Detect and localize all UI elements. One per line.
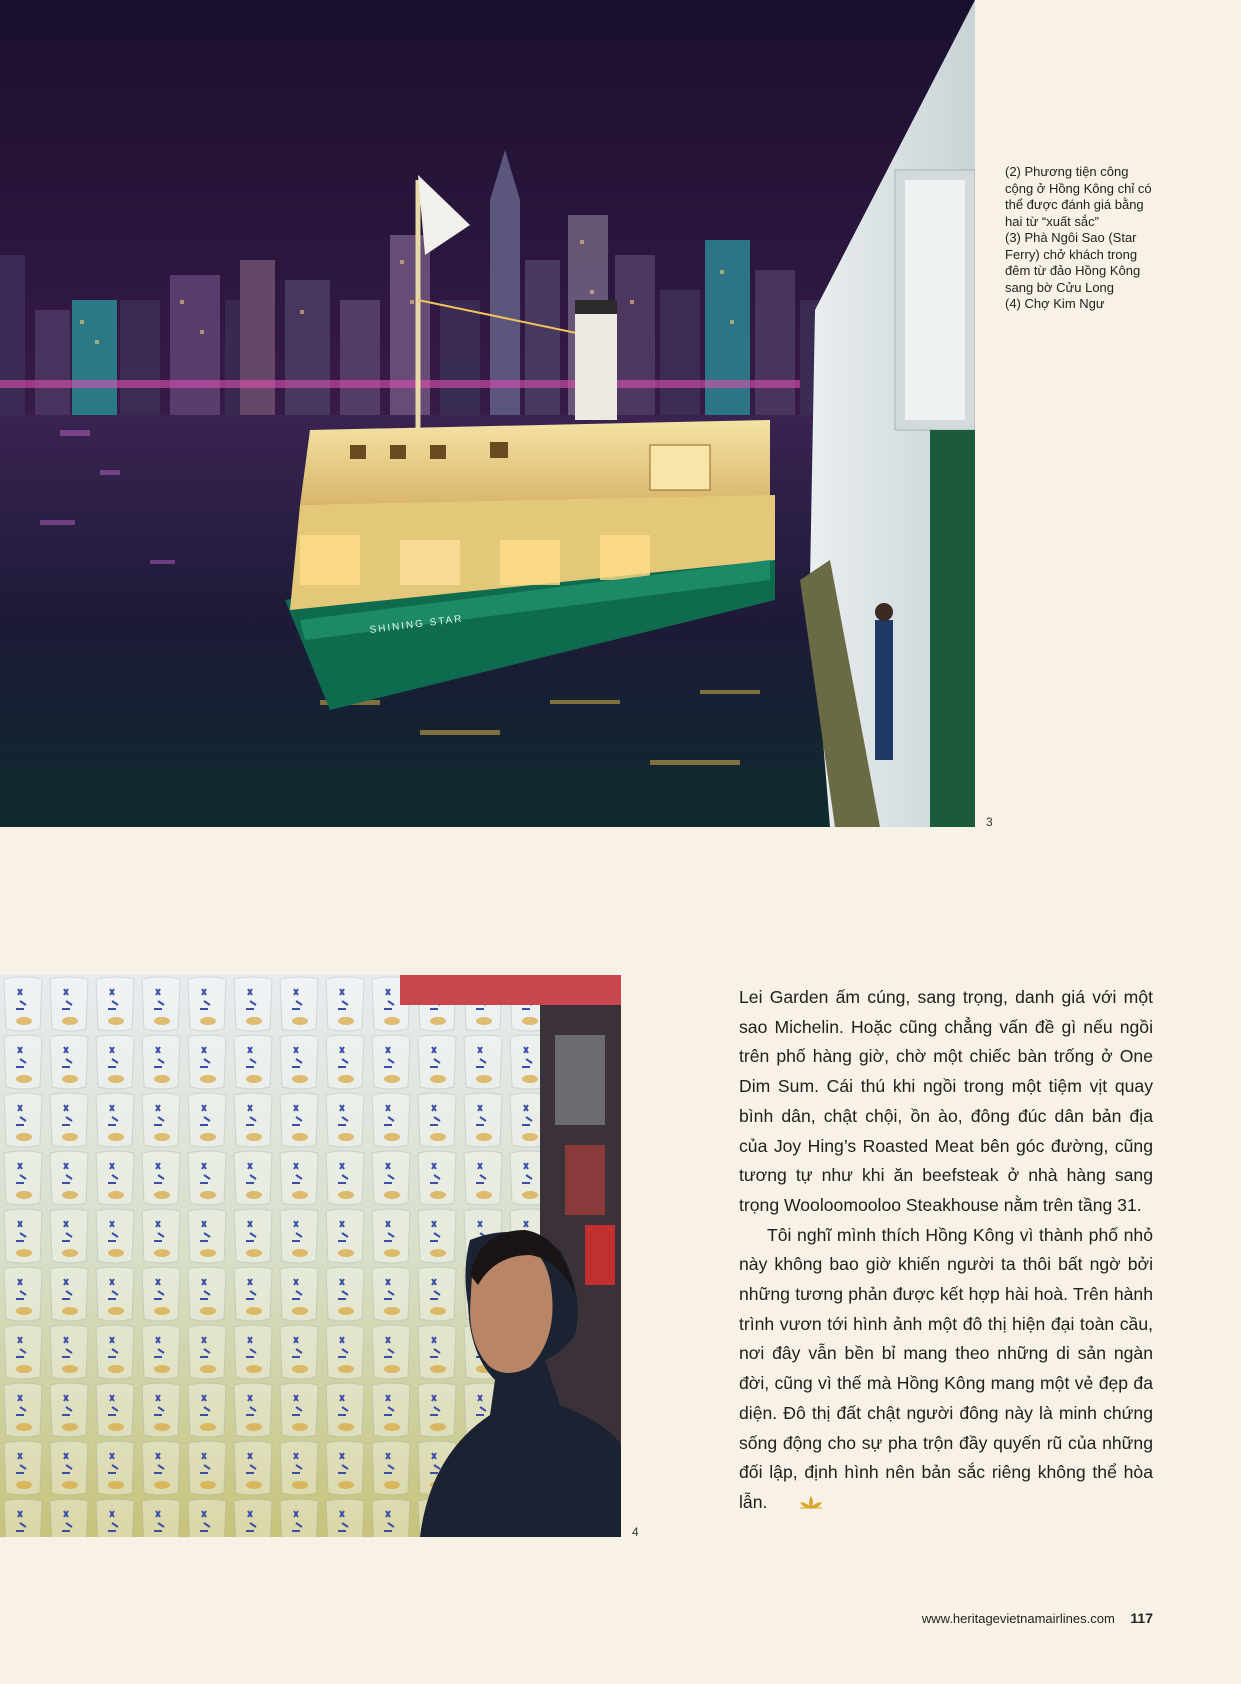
website-url: www.heritagevietnamairlines.com — [921, 1611, 1115, 1626]
goldfish-market-photo — [0, 975, 621, 1537]
photo-number-4: 4 — [632, 1525, 639, 1539]
caption-3: (3) Phà Ngôi Sao (Star Ferry) chở khách trong đêm từ đảo Hồng Kông sang bờ Cửu Long — [1005, 230, 1141, 295]
article-body — [739, 983, 1153, 1520]
page-number: 117 — [1130, 1610, 1153, 1626]
article-paragraph-2-text: Tôi nghĩ mình thích Hồng Kông vì thành phố nhỏ này không bao giờ khiến người ta thôi bất ngờ bởi những tương phản được kết hợp hài hoà. Trên hành trình vươn tới hình ảnh một đô thị hiện đại toàn cầu, nơi đây vẫn bền bỉ mang theo những di sản ngàn đời, cũng vì thế mà Hồng Kông mang một vẻ đẹp đa diện. Đô thị đất chật người đông này là minh chứng sống động cho sự pha trộn đầy quyến rũ của những đối lập, định hình nên bản sắc riêng không thể hòa lẫn. — [739, 1224, 1153, 1512]
goldfish-market-illustration — [0, 975, 621, 1537]
photo-caption — [1005, 164, 1157, 313]
star-ferry-photo — [0, 0, 975, 827]
article-paragraph-2 — [739, 1221, 1153, 1520]
star-ferry-illustration — [0, 0, 975, 827]
page-footer — [922, 1610, 1153, 1626]
lotus-end-mark-icon — [771, 1490, 823, 1520]
photo-number-3: 3 — [986, 815, 993, 829]
caption-4: (4) Chợ Kim Ngư — [1005, 296, 1105, 311]
caption-2: (2) Phương tiện công cộng ở Hồng Kông chỉ có thể được đánh giá bằng hai từ “xuất sắc” — [1005, 164, 1152, 229]
ferry-name-text: SHINING STAR — [369, 613, 465, 636]
article-paragraph-1: Lei Garden ấm cúng, sang trọng, danh giá với một sao Michelin. Hoặc cũng chẳng vấn đề gì nếu ngồi trên phố hàng giờ, chờ một chiếc bàn trống ở One Dim Sum. Cái thú khi ngồi trong một tiệm vịt quay bình dân, chật chội, ồn ào, đông đúc dân bản địa của Joy Hing’s Roasted Meat bên góc đường, cũng tương tự như khi ăn beefsteak ở nhà hàng sang trọng Wooloomooloo Steakhouse nằm trên tầng 31. — [739, 987, 1153, 1215]
